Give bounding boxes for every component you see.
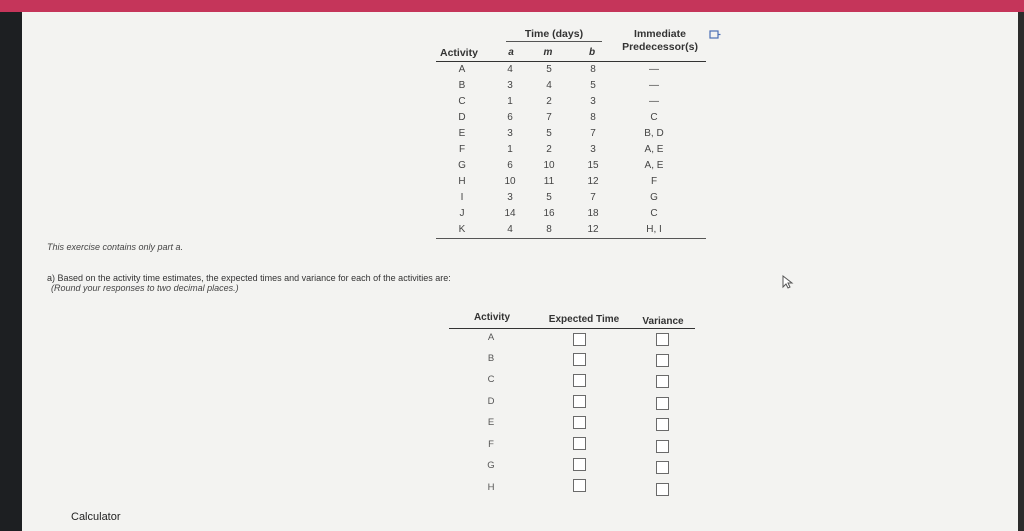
b-cell: 7 [590,192,596,203]
calculator-link[interactable]: Calculator [71,511,121,523]
col-b-header: b [588,47,596,58]
copy-table-icon[interactable] [709,30,721,40]
table-row [436,80,706,96]
a-cell: 6 [507,160,513,171]
a-cell: 14 [504,208,516,219]
time-days-header: Time (days) [524,28,584,40]
predecessor-cell: G [650,192,658,203]
expected-time-input-A[interactable] [573,333,586,346]
table-row [436,112,706,128]
right-frame-edge [1018,12,1024,531]
b-cell: 8 [590,64,596,75]
m-cell: 11 [543,176,555,187]
m-cell: 10 [543,160,555,171]
answer-row [449,396,695,416]
answer-row [449,332,695,352]
predecessor-cell: H, I [646,224,662,235]
variance-input-F[interactable] [656,440,669,453]
answer-row [449,417,695,437]
intro-text: This exercise contains only part a. [47,242,184,252]
predecessor-cell: — [649,96,659,107]
m-cell: 2 [546,96,552,107]
a-cell: 3 [507,80,513,91]
answer-activity-label: B [487,353,495,364]
table-row [436,208,706,224]
answer-header-rule [449,328,695,329]
m-cell: 4 [546,80,552,91]
activity-cell: B [458,80,466,91]
table-row [436,160,706,176]
a-cell: 3 [507,128,513,139]
b-cell: 18 [587,208,599,219]
answer-row [449,374,695,394]
a-cell: 4 [507,64,513,75]
b-cell: 5 [590,80,596,91]
table-row [436,192,706,208]
b-cell: 3 [590,144,596,155]
a-cell: 6 [507,112,513,123]
question-text: a) Based on the activity time estimates, the expected times and variance for each of the activities are: [47,273,451,283]
expected-time-input-C[interactable] [573,374,586,387]
table-row [436,96,706,112]
activity-cell: H [458,176,466,187]
expected-time-input-D[interactable] [573,395,586,408]
m-cell: 5 [546,192,552,203]
top-accent-bar [0,0,1024,12]
m-cell: 16 [543,208,555,219]
variance-input-D[interactable] [656,397,669,410]
answer-row [449,353,695,373]
expected-time-input-H[interactable] [573,479,586,492]
answer-activity-header: Activity [473,312,511,323]
predecessor-cell: A, E [644,144,664,155]
b-cell: 8 [590,112,596,123]
variance-input-E[interactable] [656,418,669,431]
expected-time-input-E[interactable] [573,416,586,429]
a-cell: 3 [507,192,513,203]
b-cell: 15 [587,160,599,171]
b-cell: 12 [587,176,599,187]
table-row [436,176,706,192]
predecessor-cell: — [649,64,659,75]
answer-activity-label: F [488,439,494,450]
b-cell: 7 [590,128,596,139]
b-cell: 12 [587,224,599,235]
activity-cell: I [460,192,464,203]
answer-row [449,460,695,480]
answer-row [449,482,695,502]
answer-activity-label: C [487,374,495,385]
a-cell: 1 [507,96,513,107]
variance-header: Variance [642,316,684,327]
b-cell: 3 [590,96,596,107]
variance-input-H[interactable] [656,483,669,496]
expected-time-header: Expected Time [548,314,620,325]
predecessor-cell: F [650,176,658,187]
m-cell: 2 [546,144,552,155]
predecessor-cell: B, D [644,128,664,139]
predecessor-cell: A, E [644,160,664,171]
expected-time-input-G[interactable] [573,458,586,471]
immediate-predecessors-header: Immediate Predecessor(s) [622,28,698,53]
table-row [436,128,706,144]
activity-cell: A [458,64,466,75]
predecessor-cell: C [650,208,658,219]
m-cell: 7 [546,112,552,123]
rounding-instruction: (Round your responses to two decimal places.) [51,283,239,293]
a-cell: 4 [507,224,513,235]
col-m-header: m [543,47,553,58]
left-frame-edge [0,12,22,531]
answer-activity-label: D [487,396,495,407]
activity-cell: J [459,208,465,219]
mouse-cursor-icon [781,274,795,290]
table-row [436,144,706,160]
a-cell: 10 [504,176,516,187]
answer-activity-label: G [487,460,495,471]
activity-cell: E [458,128,466,139]
expected-time-input-B[interactable] [573,353,586,366]
m-cell: 5 [546,128,552,139]
predecessor-cell: C [650,112,658,123]
col-a-header: a [508,47,514,58]
answer-row [449,439,695,459]
activity-cell: D [458,112,466,123]
answer-activity-label: E [487,417,495,428]
variance-input-G[interactable] [656,461,669,474]
table-header-rule [436,61,706,62]
answer-activity-label: A [487,332,495,343]
table-row [436,64,706,80]
activity-cell: K [458,224,466,235]
activity-cell: C [458,96,466,107]
a-cell: 1 [507,144,513,155]
variance-input-A[interactable] [656,333,669,346]
expected-time-input-F[interactable] [573,437,586,450]
predecessor-cell: — [649,80,659,91]
variance-input-B[interactable] [656,354,669,367]
header-underline [506,41,602,42]
activity-cell: G [458,160,466,171]
m-cell: 8 [546,224,552,235]
activity-cell: F [458,144,466,155]
answer-activity-label: H [487,482,495,493]
table-bottom-rule [436,238,706,239]
variance-input-C[interactable] [656,375,669,388]
m-cell: 5 [546,64,552,75]
activity-column-header: Activity [440,47,478,59]
